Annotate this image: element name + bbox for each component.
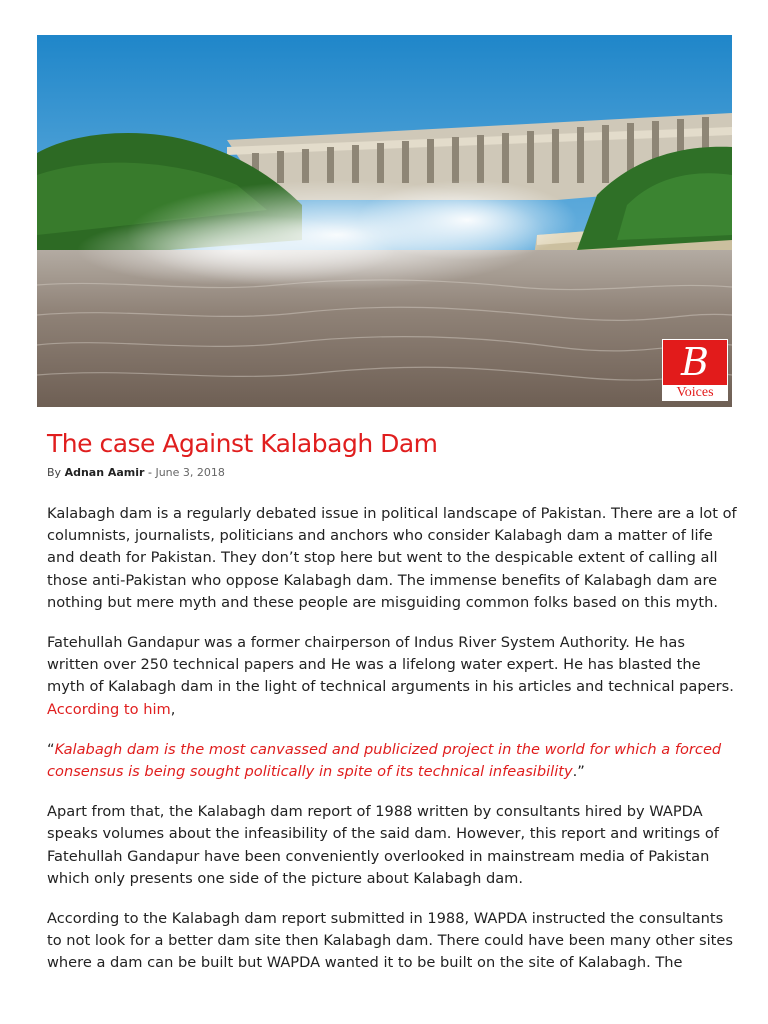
article-body — [47, 503, 737, 993]
paragraph-1: Kalabagh dam is a regularly debated issue in political landscape of Pakistan. There are a lot of columnists, journalists, politicians and anchors who consider Kalabagh dam a matter of life and death for Pakistan. They don’t stop here but went to the despicable extent of calling all those anti-Pakistan who oppose Kalabagh dam. The immense benefits of Kalabagh dam are nothing but mere myth and these people are misguiding common folks based on this myth. — [47, 505, 737, 611]
article-title: The case Against Kalabagh Dam — [47, 429, 438, 458]
hero-image — [37, 35, 732, 407]
b-voices-logo — [662, 339, 728, 401]
byline-separator: - — [147, 466, 152, 479]
byline — [47, 466, 225, 479]
dam-photo — [37, 35, 732, 407]
quote-paragraph — [47, 739, 737, 783]
paragraph-2-end: , — [170, 700, 176, 718]
logo-label: Voices — [663, 385, 727, 400]
according-to-him-link[interactable]: According to him — [47, 700, 171, 718]
quote-open-mark: “ — [47, 740, 55, 758]
paragraph-3: Apart from that, the Kalabagh dam report of 1988 written by consultants hired by WAPDA speaks volumes about the infeasibility of the said dam. However, this report and writings of Fatehullah Gandapur have been conveniently overlooked in mainstream media of Pakistan which only presents one side of the picture about Kalabagh dam. — [47, 803, 719, 887]
paragraph-4: According to the Kalabagh dam report submitted in 1988, WAPDA instructed the consultants to not look for a better dam site then Kalabagh dam. There could have been many other sites where a dam can be built but WAPDA wanted it to be built on the site of Kalabagh. The — [47, 910, 733, 972]
logo-letter: B — [681, 340, 709, 384]
author-link[interactable]: Adnan Aamir — [64, 466, 145, 479]
paragraph-2-text: Fatehullah Gandapur was a former chairperson of Indus River System Authority. He has written over 250 technical papers and He was a lifelong water expert. He has blasted the myth of Kalabagh dam in the light of technical arguments in his articles and technical papers. — [47, 634, 734, 696]
paragraph-2 — [47, 632, 737, 721]
quote-close-mark: .” — [572, 763, 585, 781]
byline-prefix: By — [47, 466, 62, 479]
publish-date: June 3, 2018 — [155, 466, 225, 479]
quote-link[interactable]: Kalabagh dam is the most canvassed and publicized project in the world for which a forced consensus is being sought politically in spite of its technical infeasibility — [47, 740, 722, 781]
